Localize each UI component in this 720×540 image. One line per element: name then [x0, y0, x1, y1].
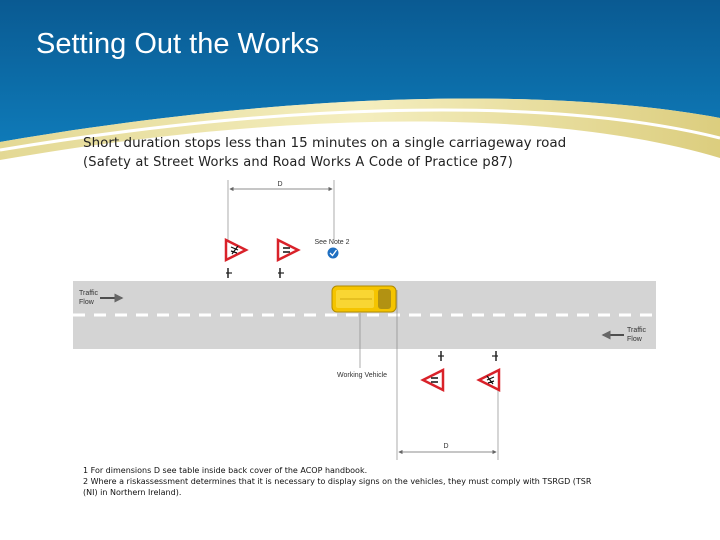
- working-vehicle-label: Working Vehicle: [337, 372, 388, 379]
- post-bottom-2: [492, 351, 498, 361]
- post-top-2: [278, 268, 284, 278]
- traffic-flow-right-line2: Flow: [627, 336, 642, 343]
- traffic-flow-left-line2: Flow: [79, 299, 94, 306]
- sign-road-narrows-bottom: [423, 370, 443, 390]
- subtitle-line-1: Short duration stops less than 15 minutes on a single carriageway road: [83, 135, 567, 151]
- post-bottom-1: [438, 351, 444, 361]
- dimension-label-top: D: [277, 181, 283, 188]
- traffic-flow-right-line1: Traffic: [627, 327, 647, 334]
- footnotes: [83, 465, 603, 498]
- sign-road-narrows-top: [278, 240, 298, 260]
- note-badge-icon: [328, 248, 339, 259]
- subtitle-line-2: (Safety at Street Works and Road Works A Code of Practice p87): [83, 155, 514, 170]
- sign-roadworks-bottom: [479, 370, 499, 390]
- see-note-label: See Note 2: [314, 239, 350, 246]
- dimension-label-bottom: D: [443, 443, 449, 450]
- traffic-flow-left-line1: Traffic: [79, 290, 99, 297]
- sign-roadworks-top: [226, 240, 246, 260]
- post-top-1: [226, 268, 232, 278]
- note-1: 1 For dimensions D see table inside back cover of the ACOP handbook.: [83, 466, 368, 475]
- working-vehicle: [332, 286, 396, 312]
- note-2: 2 Where a riskassessment determines that it is necessary to display signs on the vehicles, they must comply with TSRGD (TSR (NI) in Northern Ireland).: [83, 477, 592, 497]
- slide-title: Setting Out the Works: [36, 28, 320, 60]
